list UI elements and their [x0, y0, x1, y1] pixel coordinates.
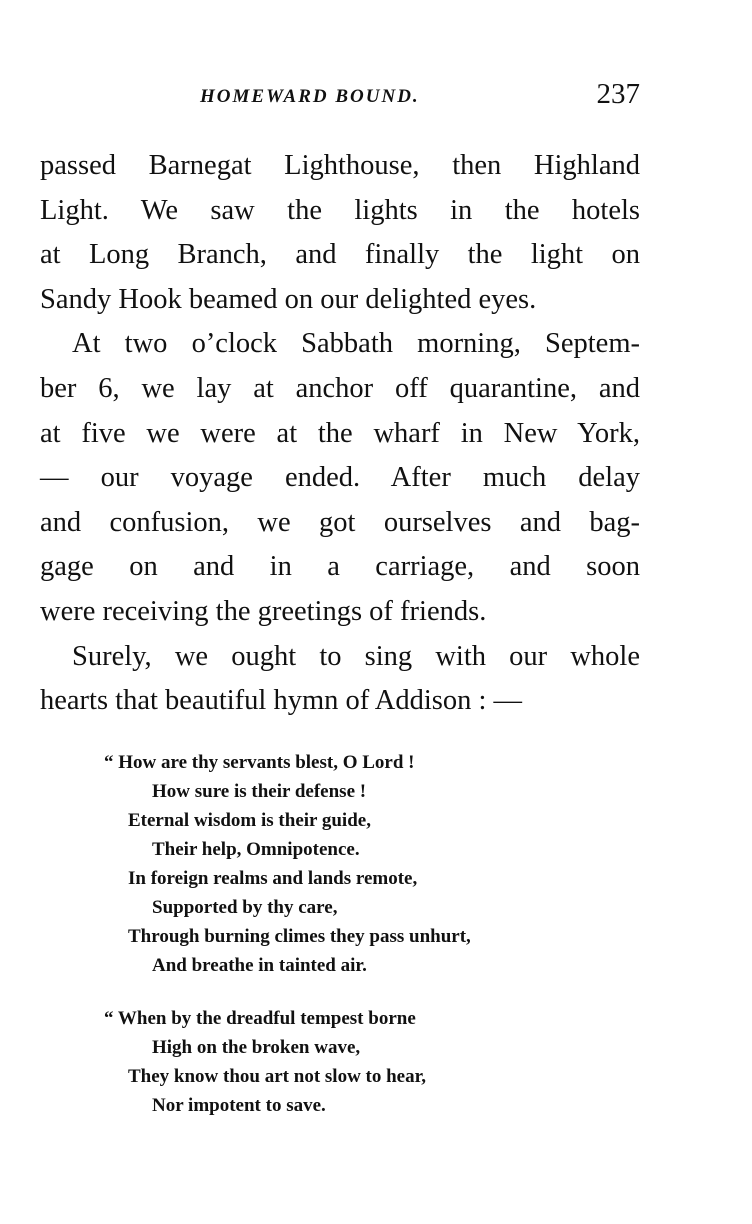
verse-line: Eternal wisdom is their guide, [128, 810, 371, 831]
verse-line: Through burning climes they pass unhurt, [128, 926, 471, 947]
verse-line: Their help, Omnipotence. [152, 839, 360, 860]
verse-line: High on the broken wave, [152, 1037, 361, 1058]
paragraph-1 [40, 144, 640, 322]
text-line: — our voyage ended. After much delay [40, 462, 640, 494]
verse-line: How sure is their defense ! [152, 781, 367, 802]
verse-line: Supported by thy care, [152, 897, 338, 918]
text-line: and confusion, we got ourselves and bag- [40, 506, 640, 538]
page-number: 237 [596, 78, 640, 110]
verse-line: And breathe in tainted air. [152, 955, 367, 976]
verse-line: Nor impotent to save. [152, 1095, 326, 1116]
running-head: HOMEWARD BOUND. [200, 86, 420, 107]
paragraph-3 [40, 635, 640, 724]
text-line: Light. We saw the lights in the hotels [40, 194, 640, 226]
text-line: hearts that beautiful hymn of Addison : — [40, 685, 523, 717]
verse-line: “ How are thy servants blest, O Lord ! [104, 752, 415, 773]
text-line: gage on and in a carriage, and soon [40, 551, 640, 583]
text-line: Surely, we ought to sing with our whole [72, 640, 640, 672]
text-line: at Long Branch, and finally the light on [40, 239, 640, 271]
text-line: At two o’clock Sabbath morning, Septem- [72, 328, 640, 360]
hymn-stanza-2 [104, 1004, 624, 1120]
hymn-stanza-1 [104, 748, 624, 980]
page-header [40, 78, 640, 118]
verse-line: They know thou art not slow to hear, [128, 1066, 427, 1087]
verse-line: “ When by the dreadful tempest borne [104, 1008, 416, 1029]
text-line: were receiving the greetings of friends. [40, 595, 487, 627]
text-line: passed Barnegat Lighthouse, then Highland [40, 150, 640, 181]
text-line: at five we were at the wharf in New York, [40, 417, 640, 449]
text-line: Sandy Hook beamed on our delighted eyes. [40, 283, 537, 315]
verse-line: In foreign realms and lands remote, [128, 868, 418, 889]
text-line: ber 6, we lay at anchor off quarantine, and [40, 372, 640, 404]
prose-body [40, 144, 640, 724]
paragraph-2 [40, 322, 640, 634]
